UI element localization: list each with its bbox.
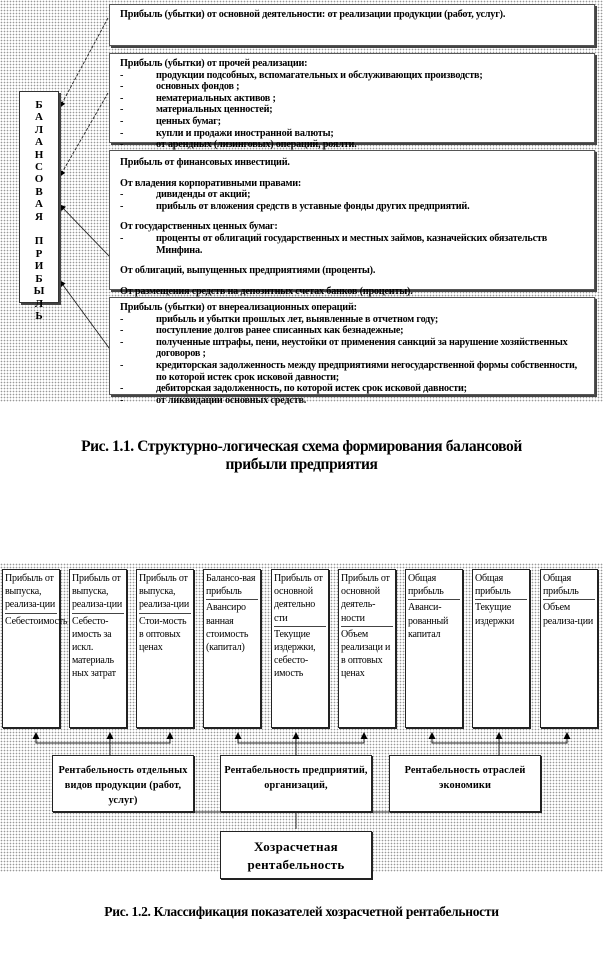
group-enterprise-profitability	[220, 755, 372, 812]
column-denominator: Стои-мость в оптовых ценах	[139, 615, 187, 654]
group-product-profitability	[52, 755, 194, 812]
financial-investments-box	[109, 150, 595, 297]
list-item: - дебиторская задолженность, по которой истек срок исковой давности;	[120, 383, 584, 395]
column-numerator: Прибыль от основной деятель-ности	[341, 572, 393, 627]
column-numerator: Общая прибыль	[408, 572, 460, 600]
label-letter: Л	[34, 297, 44, 310]
group-label: Рентабельность отраслей экономики	[404, 765, 526, 791]
list-item: - нематериальных активов ;	[120, 93, 584, 105]
label-letter: О	[34, 173, 44, 186]
column-numerator: Общая прибыль	[543, 572, 595, 600]
label-letter: А	[35, 136, 43, 149]
bus-group-3	[432, 741, 567, 743]
group-label: Рентабельность предприятий, организаций,	[224, 765, 368, 791]
label-letter: А	[35, 198, 43, 211]
label-letter-space	[20, 223, 58, 235]
indicator-column	[203, 569, 261, 728]
figure2-caption: Рис. 1.2. Классификация показателей хозрасчетной рентабельности	[104, 904, 499, 919]
column-denominator: Аванси-рованный капитал	[408, 602, 449, 640]
indicator-column	[271, 569, 329, 728]
bus-group-2	[238, 741, 364, 743]
list-item: - от ликвидации основных средств.	[120, 395, 584, 407]
list-item: - кредиторская задолженность между предприятиями негосударственной формы собственности, по которой истек срок исковой давности;	[120, 360, 584, 383]
bus-group-1	[36, 741, 170, 743]
section-heading: От размещения средств на депозитных счетах банков (проценты).	[120, 285, 413, 297]
label-letter: С	[35, 161, 43, 174]
root-label: Хозрасчетная рентабельность	[247, 839, 345, 872]
label-letter: В	[35, 185, 43, 198]
label-letter: Н	[34, 148, 44, 161]
indicator-column	[69, 569, 127, 728]
column-numerator: Общая прибыль	[475, 572, 527, 600]
column-numerator: Прибыль от выпуска, реализа-ции	[72, 572, 124, 614]
label-letter: И	[34, 260, 44, 273]
list-item: - прибыль и убытки прошлых лет, выявленные в отчетном году;	[120, 314, 584, 326]
caption-line: прибыли предприятия	[225, 456, 378, 473]
column-denominator: Объем реализаци и в оптовых ценах	[341, 628, 391, 680]
column-denominator: Объем реализа-ции	[543, 602, 594, 627]
connector-main-activity	[60, 18, 108, 107]
box-title: Прибыль от финансовых инвестиций.	[120, 157, 290, 168]
box-title: Прибыль (убытки) от основной деятельности: от реализации продукции (работ, услуг).	[120, 9, 506, 20]
indicator-column	[472, 569, 530, 728]
indicator-column	[405, 569, 463, 728]
list-item: - купли и продажи иностранной валюты;	[120, 128, 584, 140]
indicator-column	[2, 569, 68, 728]
column-denominator: Себестоимость	[5, 615, 68, 627]
label-letter: Р	[35, 247, 43, 260]
balance-profit-diagram	[0, 0, 603, 406]
profitability-classification-diagram	[0, 563, 603, 872]
list-item: - дивиденды от акций;	[120, 189, 584, 201]
label-letter: Ь	[35, 309, 43, 322]
column-numerator: Прибыль от основной деятельно сти	[274, 572, 326, 627]
list-item: - поступление долгов ранее списанных как безнадежные;	[120, 325, 584, 337]
column-numerator: Прибыль от выпуска, реализа-ции	[5, 572, 57, 614]
section-heading: От владения корпоративными правами:	[120, 177, 302, 189]
connector-other-sales	[60, 93, 108, 176]
list-item: - прибыль от вложения средств в уставные фонды других предприятий.	[120, 201, 584, 213]
list-item: - ценных бумаг;	[120, 116, 584, 128]
group-industry-profitability	[389, 755, 541, 812]
column-denominator: Себесто-имость за искл. материаль ных затрат	[72, 615, 116, 680]
label-letter: А	[35, 111, 43, 124]
label-letter: Ы	[33, 285, 45, 298]
label-letter: П	[34, 235, 44, 248]
indicator-column	[338, 569, 396, 728]
root-accounting-profitability	[220, 831, 372, 879]
indicator-column	[540, 569, 598, 728]
connector-non-sales	[60, 281, 112, 352]
main-activity-box	[109, 4, 595, 46]
section-heading: От государственных ценных бумаг:	[120, 221, 278, 233]
figure1-caption	[0, 438, 603, 474]
indicator-column	[136, 569, 194, 728]
list-item: - полученные штрафы, пени, неустойки от применения санкций за нарушение хозяйственных договоров ;	[120, 337, 584, 360]
other-sales-box	[109, 53, 595, 151]
non-sales-box	[109, 297, 595, 406]
column-denominator: Авансиро ванная стоимость (капитал)	[206, 602, 249, 654]
box-title: Прибыль (убытки) от внереализационных операций:	[120, 302, 357, 313]
label-letter: Я	[35, 210, 43, 223]
group-label: Рентабельность отдельных видов продукции (работ, услуг)	[58, 765, 188, 806]
list-item: - материальных ценностей;	[120, 104, 584, 116]
balance-profit-label	[19, 91, 59, 322]
list-item: - продукции подсобных, вспомагательных и обслуживающих производств;	[120, 70, 584, 82]
label-letter: Б	[35, 99, 43, 111]
column-denominator: Текущие издержки	[475, 602, 515, 627]
column-numerator: Балансо-вая прибыль	[206, 572, 258, 600]
list-item: - от арендных (лизинговых) операций, роялти.	[120, 139, 584, 151]
connector-financial-investments	[60, 205, 110, 257]
label-letter: Л	[34, 123, 44, 136]
list-item: - основных фондов ;	[120, 81, 584, 93]
list-item: - проценты от облигаций государственных и местных займов, казначейских обязательств Минфина.	[120, 233, 584, 256]
column-numerator: Прибыль от выпуска, реализа-ции	[139, 572, 191, 614]
caption-line: Рис. 1.1. Структурно-логическая схема формирования балансовой	[81, 438, 522, 455]
section-heading: От облигаций, выпущенных предприятиями (проценты).	[120, 265, 376, 277]
column-denominator: Текущие издержки, себесто-имость	[274, 628, 316, 680]
label-letter: Б	[35, 272, 43, 285]
box-title: Прибыль (убытки) от прочей реализации:	[120, 58, 308, 69]
